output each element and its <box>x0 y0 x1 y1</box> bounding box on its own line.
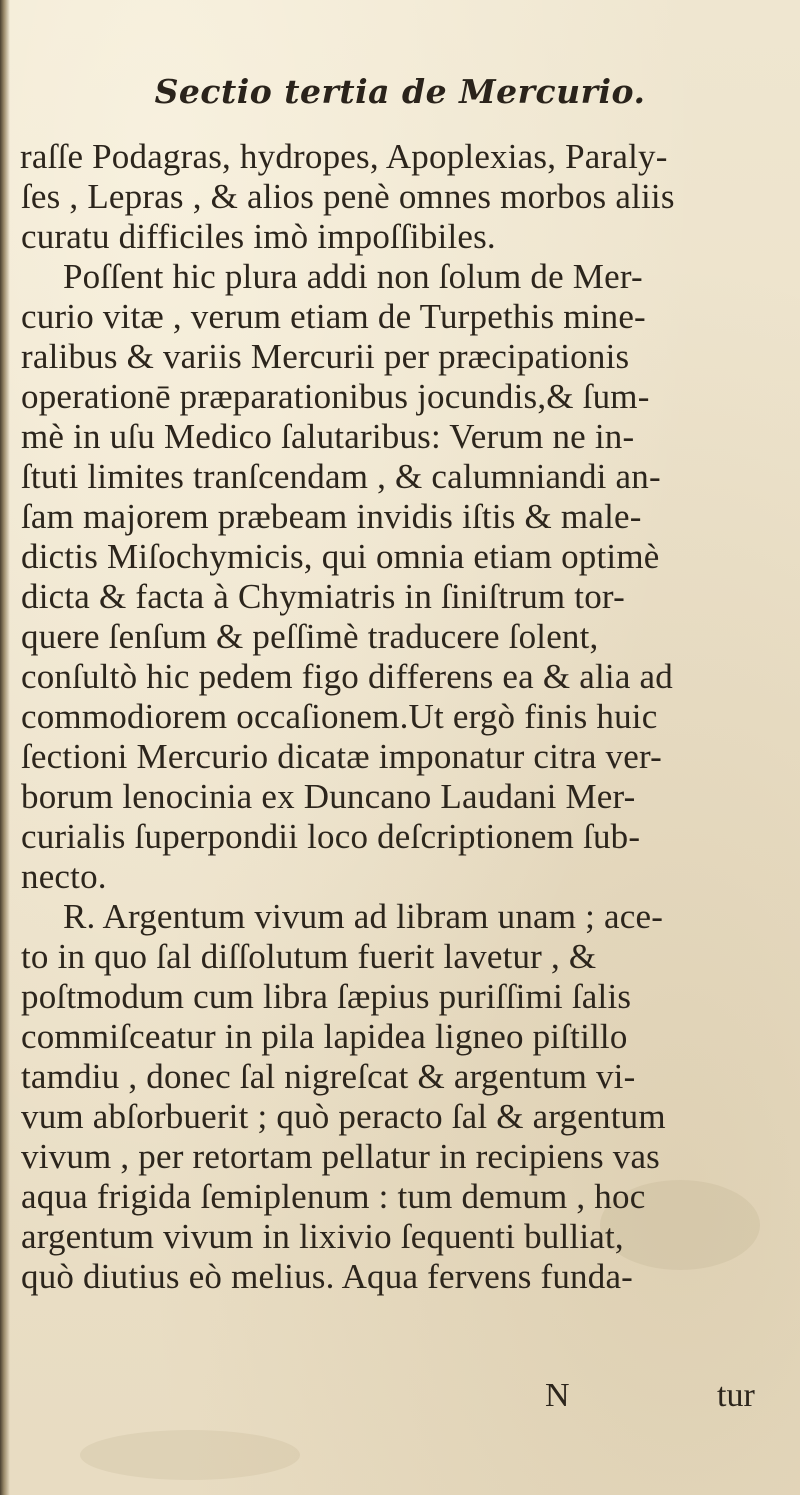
text-line: vivum , per retortam pellatur in recipiens vas <box>21 1137 660 1176</box>
text-line: commodiorem occaſionem.Ut ergò finis huic <box>21 697 658 736</box>
text-line: commiſceatur in pila lapidea ligneo piſtillo <box>21 1017 628 1056</box>
catchword: tur <box>717 1377 755 1414</box>
text-line: raſſe Podagras, hydropes, Apoplexias, Paraly- <box>20 137 668 176</box>
text-line: ſes , Lepras , & alios penè omnes morbos aliis <box>21 177 675 216</box>
text-line: borum lenocinia ex Duncano Laudani Mer- <box>21 777 636 816</box>
text-line: conſultò hic pedem figo differens ea & alia ad <box>21 657 673 696</box>
text-line: ralibus & variis Mercurii per præcipationis <box>21 337 630 376</box>
text-line: vum abſorbuerit ; quò peracto ſal & argentum <box>21 1097 666 1136</box>
text-line: aqua frigida ſemiplenum : tum demum , hoc <box>21 1177 646 1216</box>
text-line: tamdiu , donec ſal nigreſcat & argentum vi- <box>21 1057 636 1096</box>
text-line: mè in uſu Medico ſalutaribus: Verum ne in- <box>21 417 635 456</box>
text-line: curatu difficiles imò impoſſibiles. <box>21 217 496 256</box>
text-line: quere ſenſum & peſſimè traducere ſolent, <box>21 617 599 656</box>
text-line: argentum vivum in lixivio ſequenti bulliat, <box>21 1217 624 1256</box>
text-line: Poſſent hic plura addi non ſolum de Mer- <box>63 257 643 296</box>
text-line: poſtmodum cum libra ſæpius puriſſimi ſalis <box>21 977 632 1016</box>
text-line: curio vitæ , verum etiam de Turpethis mine- <box>21 297 646 336</box>
text-line: ſectioni Mercurio dicatæ imponatur citra ver- <box>21 737 662 776</box>
text-line: necto. <box>21 857 107 896</box>
text-line: ſtuti limites tranſcendam , & calumniandi an- <box>21 457 661 496</box>
signature-mark: N <box>545 1377 570 1414</box>
paper-stain <box>80 1430 300 1480</box>
text-line: operationē præparationibus jocundis,& ſum- <box>21 377 650 416</box>
text-line: dicta & facta à Chymiatris in ſiniſtrum tor- <box>21 577 625 616</box>
text-line: dictis Miſochymicis, qui omnia etiam optimè <box>21 537 660 576</box>
text-line: ſam majorem præbeam invidis iſtis & male- <box>21 497 642 536</box>
text-line: R. Argentum vivum ad libram unam ; ace- <box>63 897 664 936</box>
text-line: quò diutius eò melius. Aqua fervens funda- <box>21 1257 634 1296</box>
page-binding-shadow <box>0 0 10 1495</box>
text-line: curialis ſuperpondii loco deſcriptionem ſub- <box>21 817 641 856</box>
running-header: Sectio tertia de Mercurio. <box>154 72 646 111</box>
text-line: to in quo ſal diſſolutum fuerit lavetur , & <box>21 937 597 976</box>
